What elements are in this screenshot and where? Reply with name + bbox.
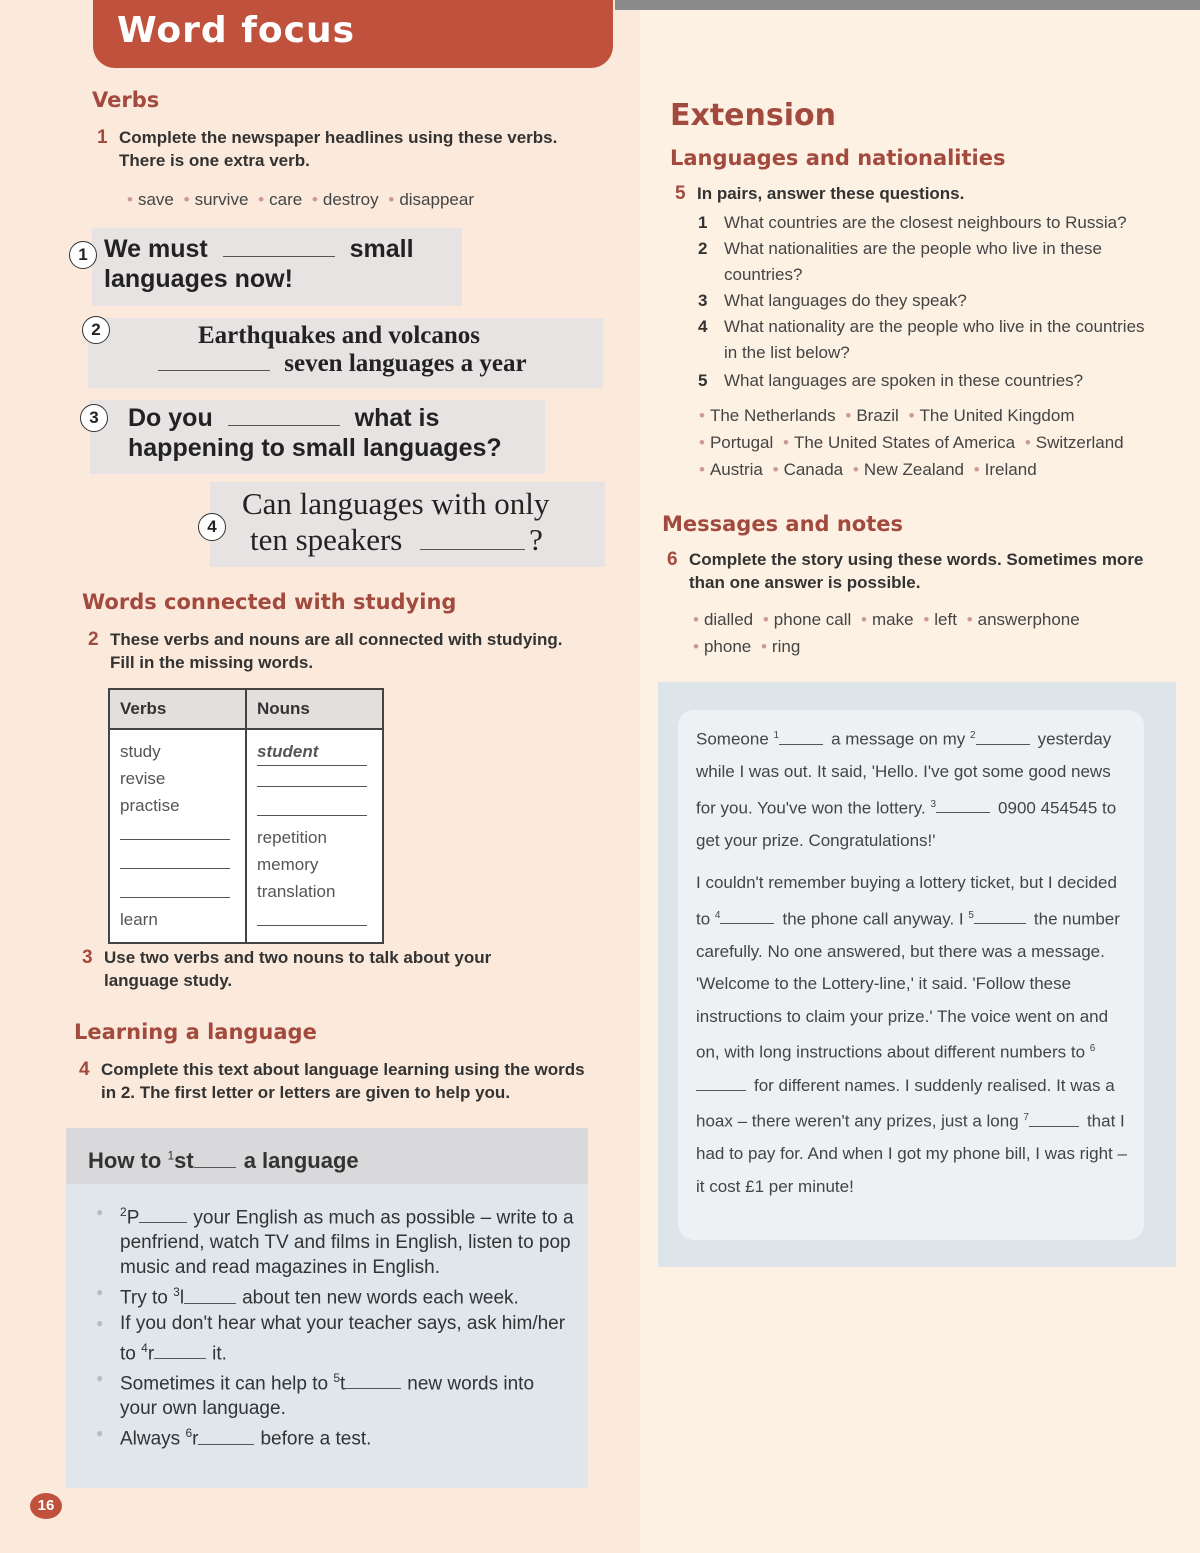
question-1: 1 What countries are the closest neighbours to Russia? bbox=[698, 213, 1127, 232]
messages-heading: Messages and notes bbox=[662, 512, 904, 536]
how-to-list bbox=[96, 1200, 576, 1452]
countries-list: • The Netherlands • Brazil • The United Kingdom • Portugal • The United States of America • Switzerland • Austria • Canada • New Zealand • Ireland bbox=[699, 406, 1124, 479]
country: The United States of America bbox=[793, 433, 1016, 452]
verb-cell: revise bbox=[120, 769, 166, 788]
headline-3-line-2: happening to small languages? bbox=[128, 434, 502, 462]
word-box-item: care bbox=[269, 190, 303, 209]
exercise-6-instruction: Complete the story using these words. Sometimes more than one answer is possible. bbox=[689, 550, 1144, 592]
story-blank[interactable] bbox=[936, 796, 990, 813]
exercise-1 bbox=[97, 126, 579, 172]
how-to-item: ● Always $^6$r before a test. bbox=[96, 1421, 576, 1451]
gap-blank[interactable] bbox=[139, 1204, 187, 1223]
exercise-1-instruction: Complete the newspaper headlines using these verbs. There is one extra verb. bbox=[119, 128, 558, 170]
country: The United Kingdom bbox=[919, 406, 1075, 425]
how-to-item: ● If you don't hear what your teacher says, ask him/her to $^4$r it. bbox=[96, 1311, 576, 1366]
headline-3-number: 3 bbox=[80, 404, 108, 432]
story-blank[interactable] bbox=[720, 907, 774, 924]
learning-heading: Learning a language bbox=[74, 1020, 317, 1044]
verbs-heading: Verbs bbox=[92, 88, 160, 112]
verb-cell: learn bbox=[120, 910, 158, 929]
table-header-verbs: Verbs bbox=[109, 689, 246, 729]
table-header-nouns: Nouns bbox=[246, 689, 383, 729]
word-box-item: phone call bbox=[773, 610, 852, 629]
verb-cell: study bbox=[120, 742, 161, 761]
headline-4-text-end: ? bbox=[529, 522, 543, 557]
banner-title: Word focus bbox=[117, 10, 356, 51]
verbs-word-box: • save • survive • care • destroy • disappear bbox=[127, 190, 474, 209]
headline-3-text-middle: what is bbox=[354, 404, 440, 432]
noun-cell: memory bbox=[257, 855, 319, 874]
exercise-2-number: 2 bbox=[88, 629, 99, 650]
country: New Zealand bbox=[863, 460, 964, 479]
how-to-item: ● Try to $^3$l about ten new words each week. bbox=[96, 1280, 576, 1310]
exercise-1-number: 1 bbox=[97, 127, 108, 148]
story-blank[interactable] bbox=[1029, 1110, 1079, 1127]
how-to-title-gap-number: 1 bbox=[167, 1148, 175, 1163]
headline-1-text-end: small languages now! bbox=[104, 235, 414, 293]
headline-2 bbox=[88, 318, 603, 388]
country: Ireland bbox=[984, 460, 1037, 479]
headline-1-blank[interactable] bbox=[223, 236, 335, 257]
how-to-title-blank[interactable] bbox=[194, 1149, 236, 1168]
messages-word-box: • dialled • phone call • make • left • answerphone • phone • ring bbox=[693, 610, 1080, 656]
how-to-title-start: How to bbox=[88, 1148, 162, 1173]
word-box-item: left bbox=[934, 610, 957, 629]
verb-cell: practise bbox=[120, 796, 180, 815]
story-card bbox=[678, 710, 1144, 1240]
verb-blank[interactable] bbox=[120, 848, 230, 869]
headline-2-number: 2 bbox=[82, 316, 110, 344]
story-paragraph-2: I couldn't remember buying a lottery ticket, but I decided to $^4$ the phone call anyway. I $^5$ the number carefully. No one answered, but there was a message. 'Welcome to the Lottery-line,' it said. 'Follow these instructions to claim your prize.' The voice went on and on, with long instructions about different numbers to $^6$for different names. I suddenly realised. It was a hoax – there weren't any prizes, just a long $^7$ that I had to pay for. And when I got my phone bill, I was right – it cost £1 per minute! bbox=[696, 873, 1127, 1196]
country: Portugal bbox=[709, 433, 774, 452]
noun-blank[interactable] bbox=[257, 795, 367, 816]
gap-blank[interactable] bbox=[198, 1426, 254, 1445]
headline-1-text-start: We must bbox=[104, 235, 208, 263]
story-box bbox=[658, 682, 1176, 1267]
how-to-title-letters: st bbox=[174, 1148, 194, 1173]
country: The Netherlands bbox=[709, 406, 836, 425]
headline-3-text-start: Do you bbox=[128, 404, 213, 432]
page-number: 16 bbox=[30, 1493, 62, 1519]
headline-2-line-1: Earthquakes and volcanos bbox=[198, 322, 481, 349]
word-focus-banner bbox=[93, 0, 613, 68]
exercise-4-number: 4 bbox=[79, 1059, 90, 1080]
exercise-3-instruction: Use two verbs and two nouns to talk about your language study. bbox=[104, 948, 492, 990]
top-strip bbox=[615, 0, 1200, 10]
headline-4 bbox=[210, 482, 605, 567]
word-box-item: survive bbox=[194, 190, 249, 209]
word-box-item: ring bbox=[771, 637, 801, 656]
how-to-title bbox=[88, 1148, 359, 1174]
story-blank[interactable] bbox=[974, 907, 1026, 924]
story-paragraph-1: Someone $^1$ a message on my $^2$ yesterday while I was out. It said, 'Hello. I've got some good news for you. You've won the lottery. $^3$ 0900 454545 to get your prize. Congratulations!' bbox=[696, 729, 1117, 850]
exercise-3-number: 3 bbox=[82, 947, 93, 968]
exercise-3 bbox=[82, 946, 544, 992]
headline-4-line-1: Can languages with only bbox=[242, 486, 550, 521]
gap-blank[interactable] bbox=[345, 1370, 401, 1389]
exercise-6 bbox=[667, 548, 1169, 594]
extension-title: Extension bbox=[670, 98, 836, 133]
noun-cell: repetition bbox=[257, 828, 327, 847]
headline-4-text-start: ten speakers bbox=[250, 522, 403, 557]
question-4: 4 What nationality are the people who live in the countries in the list below? bbox=[698, 317, 1145, 362]
exercise-2 bbox=[88, 628, 580, 674]
headline-1-number: 1 bbox=[69, 241, 97, 269]
story-blank[interactable] bbox=[696, 1074, 746, 1091]
headline-2-blank[interactable] bbox=[158, 350, 270, 371]
headline-1 bbox=[92, 228, 462, 306]
gap-blank[interactable] bbox=[154, 1340, 206, 1359]
how-to-box bbox=[66, 1128, 588, 1488]
exercise-5-number: 5 bbox=[675, 183, 686, 204]
verb-blank[interactable] bbox=[120, 877, 230, 898]
verb-blank[interactable] bbox=[120, 819, 230, 840]
noun-example: student bbox=[257, 738, 367, 766]
word-box-item: answerphone bbox=[977, 610, 1080, 629]
country: Canada bbox=[783, 460, 844, 479]
studying-heading: Words connected with studying bbox=[82, 590, 457, 614]
country: Switzerland bbox=[1035, 433, 1124, 452]
exercise-4 bbox=[79, 1058, 596, 1104]
question-2: 2 What nationalities are the people who live in these countries? bbox=[698, 239, 1103, 284]
country: Brazil bbox=[856, 406, 899, 425]
verbs-column bbox=[109, 729, 246, 943]
word-box-item: dialled bbox=[703, 610, 754, 629]
noun-blank[interactable] bbox=[257, 766, 367, 787]
noun-blank[interactable] bbox=[257, 905, 367, 926]
gap-blank[interactable] bbox=[184, 1285, 236, 1304]
nouns-column bbox=[246, 729, 383, 943]
headline-4-number: 4 bbox=[198, 513, 226, 541]
word-box-item: make bbox=[872, 610, 914, 629]
how-to-title-end: a language bbox=[243, 1148, 359, 1173]
noun-cell: translation bbox=[257, 882, 336, 901]
headline-3-blank[interactable] bbox=[228, 405, 340, 426]
story-blank[interactable] bbox=[779, 728, 823, 745]
word-box-item: phone bbox=[703, 637, 752, 656]
word-box-item: destroy bbox=[322, 190, 379, 209]
exercise-2-instruction: These verbs and nouns are all connected with studying. Fill in the missing words. bbox=[110, 630, 563, 672]
story-blank[interactable] bbox=[976, 728, 1030, 745]
verbs-nouns-table bbox=[108, 688, 384, 944]
question-3: 3 What languages do they speak? bbox=[698, 291, 967, 310]
how-to-item: ● $^2$P your English as much as possible – write to a penfriend, watch TV and films in English, listen to pop music and read magazines in English. bbox=[96, 1200, 576, 1280]
exercise-6-number: 6 bbox=[667, 549, 678, 570]
question-5: 5 What languages are spoken in these countries? bbox=[698, 371, 1084, 390]
exercise-5-instruction: In pairs, answer these questions. bbox=[697, 184, 965, 203]
country: Austria bbox=[709, 460, 763, 479]
headline-2-text-end: seven languages a year bbox=[284, 350, 527, 377]
exercise-5 bbox=[675, 182, 1137, 205]
word-box-item: save bbox=[137, 190, 174, 209]
nationalities-heading: Languages and nationalities bbox=[670, 146, 1006, 170]
headline-4-blank[interactable] bbox=[420, 529, 525, 550]
headline-3 bbox=[90, 400, 545, 474]
how-to-item: ● Sometimes it can help to $^5$t new words into your own language. bbox=[96, 1366, 576, 1421]
exercise-4-instruction: Complete this text about language learning using the words in 2. The first letter or letters are given to help you. bbox=[101, 1060, 585, 1102]
word-box-item: disappear bbox=[399, 190, 474, 209]
